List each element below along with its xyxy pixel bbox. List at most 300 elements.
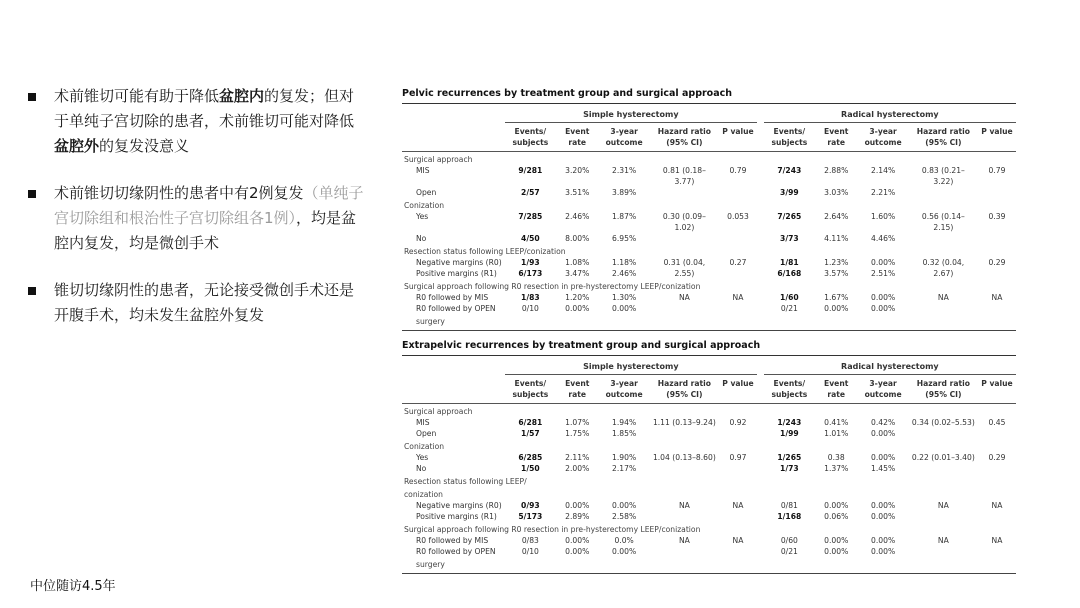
radical-cell: [978, 176, 1016, 187]
column-header-row: [402, 123, 1016, 152]
section-row: [402, 198, 1016, 211]
simple-cell: 1.90%: [612, 453, 637, 462]
radical-cell: 0.00%: [871, 512, 896, 521]
radical-cell: 3/73: [780, 234, 799, 243]
simple-cell: 1/93: [521, 258, 540, 267]
column-header: [505, 375, 556, 404]
radical-cell: 0/21: [780, 304, 798, 313]
radical-cell: [815, 222, 857, 233]
radical-cell: 2.51%: [871, 269, 896, 278]
column-header-text: rate: [568, 138, 587, 147]
simple-cell: 0.00%: [612, 304, 637, 313]
simple-cell: 0/83: [521, 536, 539, 545]
bullet-1: [28, 84, 368, 159]
radical-cell: [978, 428, 1016, 439]
radical-cell: 0.00%: [871, 304, 896, 313]
radical-cell: 1/81: [780, 258, 799, 267]
table-row: [402, 176, 1016, 187]
simple-cell: [650, 511, 719, 522]
radical-cell: [909, 463, 978, 474]
row-label: R0 followed by MIS: [416, 536, 489, 545]
simple-cell: 0/10: [521, 304, 539, 313]
simple-cell: 4/50: [521, 234, 540, 243]
column-header-text: Hazard ratio: [657, 379, 711, 388]
simple-cell: 1.07%: [565, 418, 590, 427]
empty-cell: [757, 211, 764, 222]
column-header: [815, 123, 857, 152]
simple-cell: 0.00%: [565, 304, 590, 313]
simple-cell: 2.58%: [612, 512, 637, 521]
radical-cell: 4.46%: [871, 234, 896, 243]
radical-cell: NA: [937, 293, 949, 302]
simple-cell: 8.00%: [565, 234, 590, 243]
table-row: [402, 211, 1016, 222]
empty-cell: [757, 165, 764, 176]
simple-cell: 1.04 (0.13–8.60): [652, 453, 716, 462]
bullet-text: 锥切切缘阴性的患者，无论接受微创手术还是开腹手术，均未发生盆腔外复发: [54, 281, 355, 324]
table-row: [402, 452, 1016, 463]
simple-cell: 0.00%: [612, 501, 637, 510]
bullet-list: [28, 84, 368, 350]
empty-cell: [757, 123, 764, 152]
bullet-text: 的复发没意义: [99, 137, 190, 155]
radical-cell: 3.57%: [824, 269, 849, 278]
column-header: [556, 123, 598, 152]
table-row: [402, 546, 1016, 557]
radical-cell: 1/73: [780, 464, 799, 473]
simple-cell: [650, 233, 719, 244]
empty-cell: [757, 452, 764, 463]
column-header-text: Events/: [514, 379, 547, 388]
empty-cell: [757, 546, 764, 557]
radical-cell: 4.11%: [824, 234, 849, 243]
empty-cell: [757, 463, 764, 474]
radical-cell: 1.23%: [824, 258, 849, 267]
simple-cell: 0.31 (0.04,: [663, 258, 706, 267]
column-header-text: Events/: [773, 127, 806, 136]
section-row: [402, 487, 1016, 500]
table-row: [402, 463, 1016, 474]
column-header-text: subjects: [512, 390, 549, 399]
radical-cell: 0.83 (0.21–: [921, 166, 965, 175]
column-header: [598, 123, 649, 152]
simple-cell: [556, 176, 598, 187]
radical-cell: 0.38: [827, 453, 845, 462]
simple-cell: 3.51%: [565, 188, 590, 197]
table-row: [402, 511, 1016, 522]
column-header-text: (95% CI): [925, 138, 962, 147]
column-header: [650, 123, 719, 152]
simple-cell: NA: [732, 536, 744, 545]
radical-cell: 3.03%: [824, 188, 849, 197]
simple-cell: [505, 222, 556, 233]
column-header: [598, 375, 649, 404]
simple-cell: 7/285: [518, 212, 543, 221]
column-header-text: outcome: [864, 390, 902, 399]
simple-cell: [650, 463, 719, 474]
simple-cell: 1.75%: [565, 429, 590, 438]
simple-cell: NA: [732, 293, 744, 302]
column-header: [815, 375, 857, 404]
radical-cell: 1/60: [780, 293, 799, 302]
simple-cell: [719, 176, 757, 187]
radical-cell: 0.45: [988, 418, 1006, 427]
group-header-row: [402, 104, 1016, 123]
simple-cell: 6/285: [518, 453, 543, 462]
radical-cell: 0.00%: [871, 453, 896, 462]
section-row: [402, 279, 1016, 292]
column-header-text: P value: [981, 127, 1013, 136]
simple-cell: 6.95%: [612, 234, 637, 243]
radical-cell: 0.06%: [824, 512, 849, 521]
simple-cell: 2.11%: [565, 453, 590, 462]
bullet-text: 的复发；但对于单纯子宫切除的患者，术前锥切可能对降低: [54, 87, 355, 130]
column-header-row: [402, 375, 1016, 404]
radical-cell: [909, 428, 978, 439]
section-label: Resection status following LEEP/: [404, 477, 527, 486]
column-header-text: (95% CI): [666, 390, 703, 399]
radical-cell: 0.00%: [824, 304, 849, 313]
section-row: [402, 152, 1016, 166]
radical-cell: 2.64%: [824, 212, 849, 221]
simple-cell: NA: [732, 501, 744, 510]
column-header-text: subjects: [771, 138, 808, 147]
radical-cell: 1/168: [777, 512, 802, 521]
radical-cell: 1.60%: [871, 212, 896, 221]
row-label: Positive margins (R1): [416, 512, 497, 521]
radical-cell: 0/21: [780, 547, 798, 556]
column-header-text: subjects: [512, 138, 549, 147]
row-label: Open: [416, 188, 437, 197]
simple-cell: [598, 222, 649, 233]
bullet-square-icon: [28, 287, 36, 295]
radical-cell: [978, 303, 1016, 314]
empty-cell: [757, 176, 764, 187]
empty-cell: [757, 417, 764, 428]
column-header-text: Hazard ratio: [916, 127, 970, 136]
radical-cell: 0.41%: [824, 418, 849, 427]
table-row: [402, 187, 1016, 198]
column-header-text: P value: [722, 127, 754, 136]
radical-cell: 0.00%: [871, 547, 896, 556]
table-row: [402, 428, 1016, 439]
simple-cell: 3.47%: [565, 269, 590, 278]
radical-cell: 1.01%: [824, 429, 849, 438]
row-label: Negative margins (R0): [416, 501, 502, 510]
column-header: [978, 123, 1016, 152]
footer-note: 中位随访4.5年: [30, 579, 116, 594]
bullet-text: 术前锥切可能有助于降低: [54, 87, 220, 105]
column-header: [719, 123, 757, 152]
empty-cell: [402, 356, 505, 375]
column-header: [764, 123, 815, 152]
simple-cell: 3.20%: [565, 166, 590, 175]
row-label: [402, 176, 505, 187]
radical-cell: 0.00%: [871, 536, 896, 545]
row-label: No: [416, 234, 427, 243]
empty-cell: [757, 222, 764, 233]
simple-cell: [719, 233, 757, 244]
bullet-text: （单纯子宫切除组和根治性子宫切除组各1例）: [54, 184, 364, 227]
section-label: Surgical approach: [404, 155, 473, 164]
column-header-text: rate: [827, 390, 846, 399]
simple-cell: 6/173: [518, 269, 543, 278]
column-header-text: Event: [824, 127, 849, 136]
radical-cell: 1.45%: [871, 464, 896, 473]
radical-cell: [978, 511, 1016, 522]
radical-cell: [909, 303, 978, 314]
bullet-3: [28, 278, 368, 328]
simple-cell: 0.00%: [565, 536, 590, 545]
simple-cell: [719, 222, 757, 233]
table-row: [402, 165, 1016, 176]
bullet-text: ，均是盆腔内复发，均是微创手术: [54, 209, 357, 252]
simple-cell: [505, 176, 556, 187]
empty-cell: [757, 428, 764, 439]
group-label-radical: Radical hysterectomy: [764, 104, 1016, 123]
radical-cell: [978, 187, 1016, 198]
row-label: R0 followed by MIS: [416, 293, 489, 302]
radical-cell: 1/243: [777, 418, 802, 427]
radical-cell: 0.29: [988, 258, 1006, 267]
simple-cell: 2.31%: [612, 166, 637, 175]
table-row: [402, 303, 1016, 314]
row-label: Open: [416, 429, 437, 438]
simple-cell: 0.00%: [565, 501, 590, 510]
radical-cell: 0.32 (0.04,: [922, 258, 965, 267]
column-header: [857, 123, 908, 152]
column-header: [978, 375, 1016, 404]
simple-cell: [650, 546, 719, 557]
column-header-text: outcome: [864, 138, 902, 147]
section-label: Surgical approach following R0 resection in pre-hysterectomy LEEP/conization: [404, 282, 701, 291]
column-header-text: Event: [824, 379, 849, 388]
section-label: Conization: [404, 201, 445, 210]
column-header-text: 3-year: [869, 127, 897, 136]
radical-cell: 1/265: [777, 453, 802, 462]
radical-cell: 0.29: [988, 453, 1006, 462]
simple-cell: 3.77): [674, 177, 695, 186]
radical-cell: [764, 222, 815, 233]
radical-cell: 3/99: [780, 188, 799, 197]
empty-cell: [402, 123, 505, 152]
radical-cell: [857, 222, 908, 233]
simple-cell: 1.94%: [612, 418, 637, 427]
radical-cell: 0.00%: [871, 258, 896, 267]
radical-cell: 0.00%: [871, 501, 896, 510]
empty-cell: [757, 375, 764, 404]
empty-cell: [402, 104, 505, 123]
section-row: [402, 439, 1016, 452]
bullet-text: 术前锥切切缘阴性的患者中有2例复发: [54, 184, 304, 202]
column-header-text: (95% CI): [925, 390, 962, 399]
section-row: [402, 557, 1016, 574]
table-row: [402, 500, 1016, 511]
radical-cell: 0.00%: [824, 536, 849, 545]
radical-cell: 0.34 (0.02–5.53): [911, 418, 975, 427]
simple-cell: 0.92: [729, 418, 747, 427]
row-label: MIS: [416, 418, 430, 427]
simple-cell: [719, 268, 757, 279]
simple-cell: [719, 511, 757, 522]
column-header-text: outcome: [605, 390, 643, 399]
row-label: Yes: [416, 212, 429, 221]
empty-cell: [402, 375, 505, 404]
simple-cell: 2.46%: [565, 212, 590, 221]
radical-cell: 0.00%: [824, 501, 849, 510]
radical-cell: 1.67%: [824, 293, 849, 302]
simple-cell: 0.00%: [565, 547, 590, 556]
simple-cell: 2.55): [674, 269, 695, 278]
radical-cell: 1.37%: [824, 464, 849, 473]
simple-cell: 1.30%: [612, 293, 637, 302]
emphasis-text: 盆腔内: [219, 87, 265, 105]
bullet-2: [28, 181, 368, 256]
radical-cell: NA: [991, 293, 1003, 302]
radical-cell: [909, 511, 978, 522]
column-header: [719, 375, 757, 404]
radical-cell: 0.42%: [871, 418, 896, 427]
radical-cell: [857, 176, 908, 187]
column-header-text: 3-year: [610, 127, 638, 136]
simple-cell: [598, 176, 649, 187]
simple-cell: 9/281: [518, 166, 543, 175]
simple-cell: NA: [678, 501, 690, 510]
section-label: surgery: [402, 557, 1016, 574]
column-header-text: (95% CI): [666, 138, 703, 147]
radical-cell: NA: [937, 501, 949, 510]
radical-cell: [978, 233, 1016, 244]
empty-cell: [757, 233, 764, 244]
table-title: Extrapelvic recurrences by treatment group and surgical approach: [402, 340, 1016, 356]
pelvic-recurrence-table: [402, 88, 1016, 331]
bullet-square-icon: [28, 93, 36, 101]
column-header-text: rate: [827, 138, 846, 147]
radical-cell: [978, 463, 1016, 474]
column-header-text: subjects: [771, 390, 808, 399]
simple-cell: 1/83: [521, 293, 540, 302]
extrapelvic-recurrence-table: [402, 340, 1016, 574]
emphasis-text: 盆腔外: [54, 137, 100, 155]
simple-cell: [719, 546, 757, 557]
simple-cell: 0.053: [727, 212, 749, 221]
simple-cell: 5/173: [518, 512, 543, 521]
radical-cell: 0.79: [988, 166, 1006, 175]
column-header: [909, 375, 978, 404]
radical-cell: 7/265: [777, 212, 802, 221]
row-label: R0 followed by OPEN: [416, 547, 496, 556]
radical-cell: [909, 187, 978, 198]
radical-cell: 0.39: [988, 212, 1006, 221]
group-label-simple: Simple hysterectomy: [505, 356, 757, 375]
column-header-text: Event: [565, 379, 590, 388]
radical-cell: 0/60: [780, 536, 798, 545]
section-row: [402, 522, 1016, 535]
section-row: [402, 474, 1016, 487]
section-row: [402, 314, 1016, 331]
simple-cell: 0/10: [521, 547, 539, 556]
radical-cell: 2.15): [933, 223, 954, 232]
empty-cell: [757, 187, 764, 198]
radical-cell: [909, 546, 978, 557]
section-row: [402, 404, 1016, 418]
radical-cell: [978, 268, 1016, 279]
simple-cell: 1/50: [521, 464, 540, 473]
simple-cell: 1.11 (0.13–9.24): [652, 418, 716, 427]
group-header-row: [402, 356, 1016, 375]
empty-cell: [757, 500, 764, 511]
group-label-radical: Radical hysterectomy: [764, 356, 1016, 375]
radical-cell: [978, 546, 1016, 557]
section-row: [402, 244, 1016, 257]
radical-cell: NA: [991, 501, 1003, 510]
column-header: [857, 375, 908, 404]
table-row: [402, 268, 1016, 279]
radical-cell: 6/168: [777, 269, 802, 278]
radical-cell: [909, 233, 978, 244]
simple-cell: 1.85%: [612, 429, 637, 438]
simple-cell: [650, 303, 719, 314]
table-title: Pelvic recurrences by treatment group and surgical approach: [402, 88, 1016, 104]
radical-cell: 0.00%: [824, 547, 849, 556]
radical-cell: NA: [937, 536, 949, 545]
column-header: [556, 375, 598, 404]
radical-cell: 0.22 (0.01–3.40): [911, 453, 975, 462]
simple-cell: 1.20%: [565, 293, 590, 302]
row-label: [402, 222, 505, 233]
row-label: No: [416, 464, 427, 473]
bullet-square-icon: [28, 190, 36, 198]
empty-cell: [757, 104, 764, 123]
simple-cell: NA: [678, 536, 690, 545]
simple-cell: [719, 187, 757, 198]
simple-cell: 0.30 (0.09–: [662, 212, 706, 221]
section-label: surgery: [402, 314, 1016, 331]
simple-cell: 1.08%: [565, 258, 590, 267]
section-label: Conization: [404, 442, 445, 451]
radical-cell: 3.22): [933, 177, 954, 186]
empty-cell: [757, 511, 764, 522]
table-row: [402, 292, 1016, 303]
row-label: Yes: [416, 453, 429, 462]
radical-cell: 2.21%: [871, 188, 896, 197]
column-header-text: Hazard ratio: [916, 379, 970, 388]
column-header: [505, 123, 556, 152]
simple-cell: [719, 303, 757, 314]
column-header-text: rate: [568, 390, 587, 399]
column-header-text: 3-year: [610, 379, 638, 388]
row-label: Positive margins (R1): [416, 269, 497, 278]
column-header-text: Events/: [773, 379, 806, 388]
simple-cell: 6/281: [518, 418, 543, 427]
table-row: [402, 535, 1016, 546]
simple-cell: 2/57: [521, 188, 540, 197]
simple-cell: 1/57: [521, 429, 540, 438]
simple-cell: 2.17%: [612, 464, 637, 473]
row-label: Negative margins (R0): [416, 258, 502, 267]
column-header-text: Event: [565, 127, 590, 136]
radical-cell: 2.88%: [824, 166, 849, 175]
row-label: R0 followed by OPEN: [416, 304, 496, 313]
simple-cell: NA: [678, 293, 690, 302]
simple-cell: 0.27: [729, 258, 747, 267]
radical-cell: [815, 176, 857, 187]
column-header: [650, 375, 719, 404]
simple-cell: 2.46%: [612, 269, 637, 278]
column-header-text: Events/: [514, 127, 547, 136]
radical-cell: 1/99: [780, 429, 799, 438]
column-header: [909, 123, 978, 152]
